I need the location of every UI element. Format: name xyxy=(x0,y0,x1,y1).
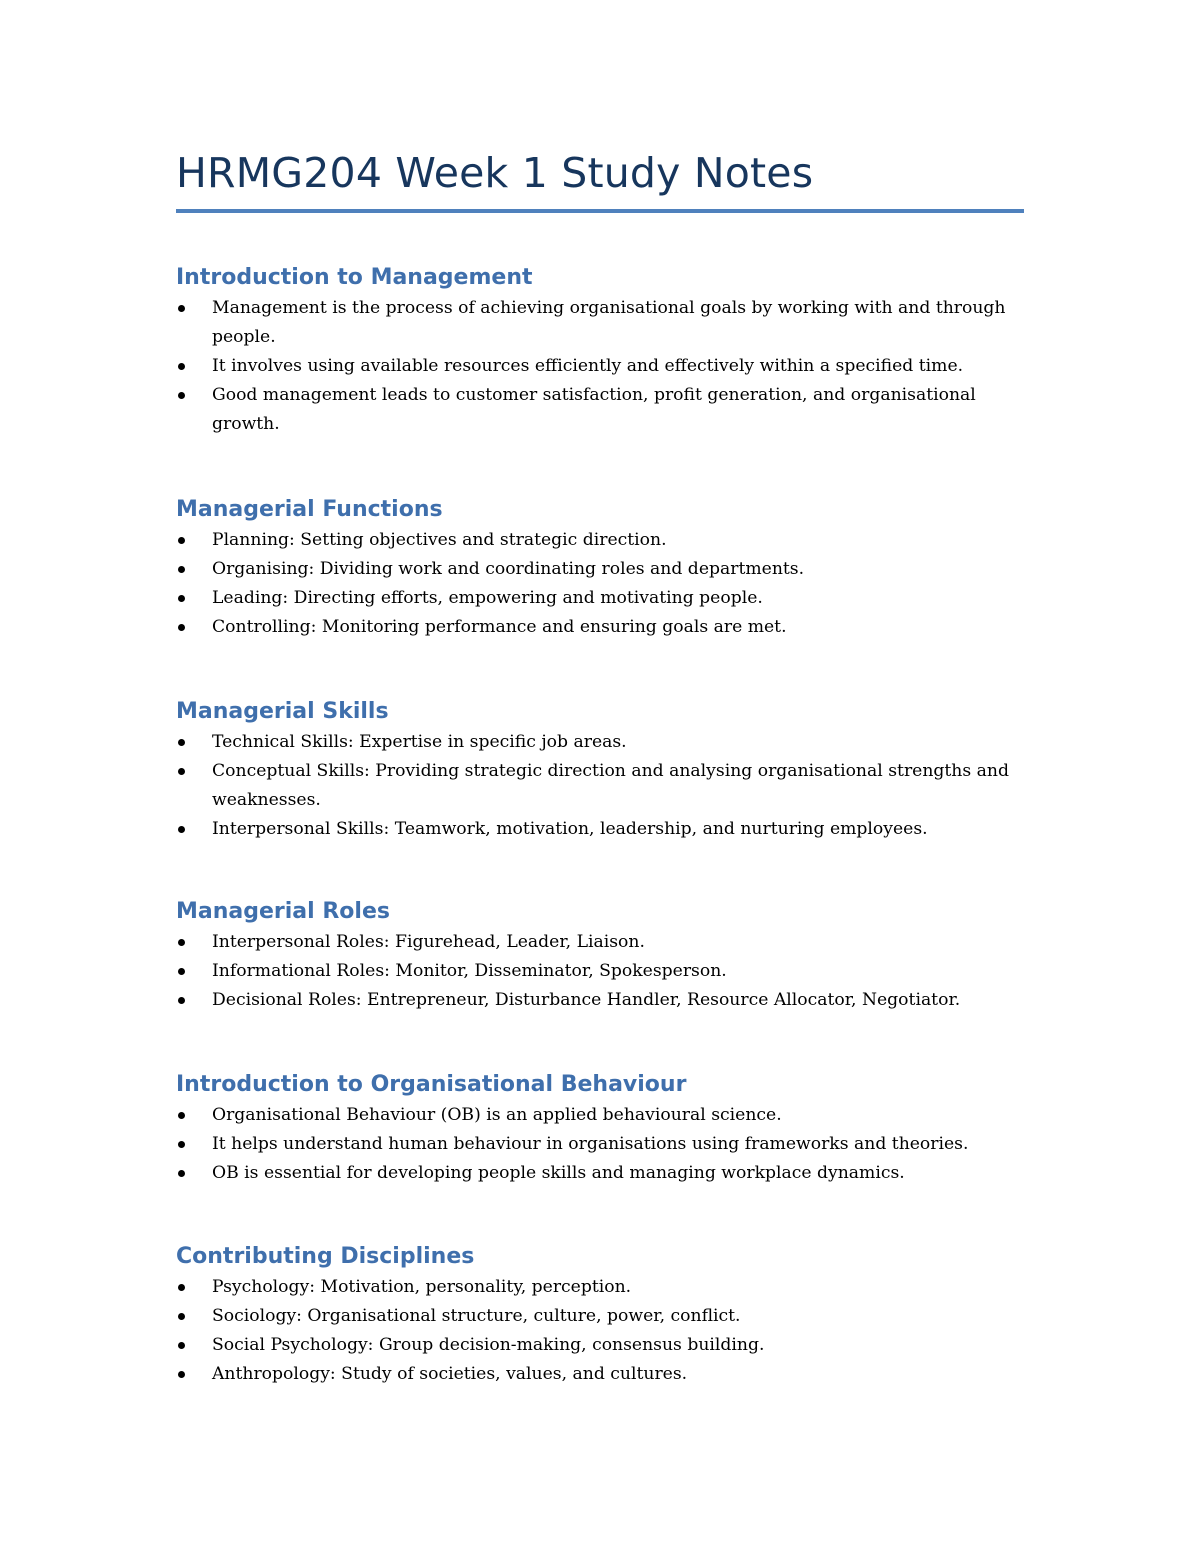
list-item xyxy=(176,1101,1024,1130)
list-item xyxy=(176,584,1024,613)
bullet-icon xyxy=(178,1371,185,1378)
list-item-text: Good management leads to customer satisfaction, profit generation, and organisational growth. xyxy=(212,385,976,434)
list-item-text: Psychology: Motivation, personality, perception. xyxy=(212,1277,632,1297)
bullet-list xyxy=(176,728,1036,844)
list-item-text: Anthropology: Study of societies, values, and cultures. xyxy=(212,1364,688,1384)
list-item xyxy=(176,352,1024,381)
list-item-text: It helps understand human behaviour in organisations using frameworks and theories. xyxy=(212,1134,969,1154)
bullet-list xyxy=(176,294,1036,439)
list-item-text: Interpersonal Roles: Figurehead, Leader, Liaison. xyxy=(212,932,645,952)
bullet-list xyxy=(176,526,1036,642)
bullet-icon xyxy=(178,624,185,631)
list-item xyxy=(176,294,1024,352)
list-item xyxy=(176,986,1024,1015)
bullet-icon xyxy=(178,305,185,312)
section-introduction-to-management xyxy=(176,262,1036,439)
section-managerial-functions xyxy=(176,494,1036,642)
section-managerial-skills xyxy=(176,696,1036,844)
list-item-text: Planning: Setting objectives and strategic direction. xyxy=(212,530,667,550)
list-item-text: Decisional Roles: Entrepreneur, Disturbance Handler, Resource Allocator, Negotiator. xyxy=(212,990,961,1010)
section-heading: Contributing Disciplines xyxy=(176,1244,475,1269)
list-item xyxy=(176,1302,1024,1331)
list-item-text: Social Psychology: Group decision-making, consensus building. xyxy=(212,1335,765,1355)
section-heading: Managerial Skills xyxy=(176,699,389,724)
list-item-text: Interpersonal Skills: Teamwork, motivation, leadership, and nurturing employees. xyxy=(212,819,928,839)
bullet-icon xyxy=(178,1342,185,1349)
bullet-icon xyxy=(178,739,185,746)
section-heading: Introduction to Management xyxy=(176,265,533,290)
section-heading: Managerial Roles xyxy=(176,899,390,924)
list-item xyxy=(176,728,1024,757)
list-item-text: Organising: Dividing work and coordinating roles and departments. xyxy=(212,559,805,579)
bullet-list xyxy=(176,1273,1036,1389)
list-item xyxy=(176,757,1024,815)
list-item xyxy=(176,815,1024,844)
list-item-text: OB is essential for developing people skills and managing workplace dynamics. xyxy=(212,1163,905,1183)
bullet-icon xyxy=(178,968,185,975)
bullet-icon xyxy=(178,997,185,1004)
list-item-text: Leading: Directing efforts, empowering and motivating people. xyxy=(212,588,763,608)
list-item xyxy=(176,1331,1024,1360)
section-heading: Managerial Functions xyxy=(176,497,443,522)
list-item-text: It involves using available resources efficiently and effectively within a specified time. xyxy=(212,356,964,376)
section-managerial-roles xyxy=(176,896,1036,1015)
list-item-text: Controlling: Monitoring performance and ensuring goals are met. xyxy=(212,617,787,637)
document-title: HRMG204 Week 1 Study Notes xyxy=(176,149,814,197)
bullet-icon xyxy=(178,1141,185,1148)
bullet-icon xyxy=(178,1284,185,1291)
list-item xyxy=(176,381,1024,439)
list-item-text: Conceptual Skills: Providing strategic direction and analysing organisational strengths and weaknesses. xyxy=(212,761,1009,810)
section-contributing-disciplines xyxy=(176,1241,1036,1389)
bullet-icon xyxy=(178,768,185,775)
list-item-text: Sociology: Organisational structure, culture, power, conflict. xyxy=(212,1306,741,1326)
bullet-icon xyxy=(178,537,185,544)
section-introduction-to-organisational-behaviour xyxy=(176,1069,1036,1188)
section-heading: Introduction to Organisational Behaviour xyxy=(176,1072,687,1097)
list-item xyxy=(176,957,1024,986)
bullet-icon xyxy=(178,392,185,399)
bullet-icon xyxy=(178,1112,185,1119)
bullet-icon xyxy=(178,1170,185,1177)
list-item xyxy=(176,526,1024,555)
list-item xyxy=(176,1130,1024,1159)
list-item xyxy=(176,1159,1024,1188)
list-item xyxy=(176,928,1024,957)
bullet-list xyxy=(176,928,1036,1015)
list-item xyxy=(176,613,1024,642)
list-item xyxy=(176,1273,1024,1302)
bullet-icon xyxy=(178,595,185,602)
bullet-icon xyxy=(178,826,185,833)
bullet-icon xyxy=(178,363,185,370)
bullet-list xyxy=(176,1101,1036,1188)
title-underline-rule xyxy=(176,209,1024,213)
list-item xyxy=(176,1360,1024,1389)
bullet-icon xyxy=(178,566,185,573)
list-item-text: Informational Roles: Monitor, Disseminator, Spokesperson. xyxy=(212,961,727,981)
list-item-text: Technical Skills: Expertise in specific job areas. xyxy=(212,732,627,752)
list-item-text: Management is the process of achieving organisational goals by working with and through people. xyxy=(212,298,1006,347)
list-item xyxy=(176,555,1024,584)
bullet-icon xyxy=(178,939,185,946)
bullet-icon xyxy=(178,1313,185,1320)
list-item-text: Organisational Behaviour (OB) is an applied behavioural science. xyxy=(212,1105,782,1125)
